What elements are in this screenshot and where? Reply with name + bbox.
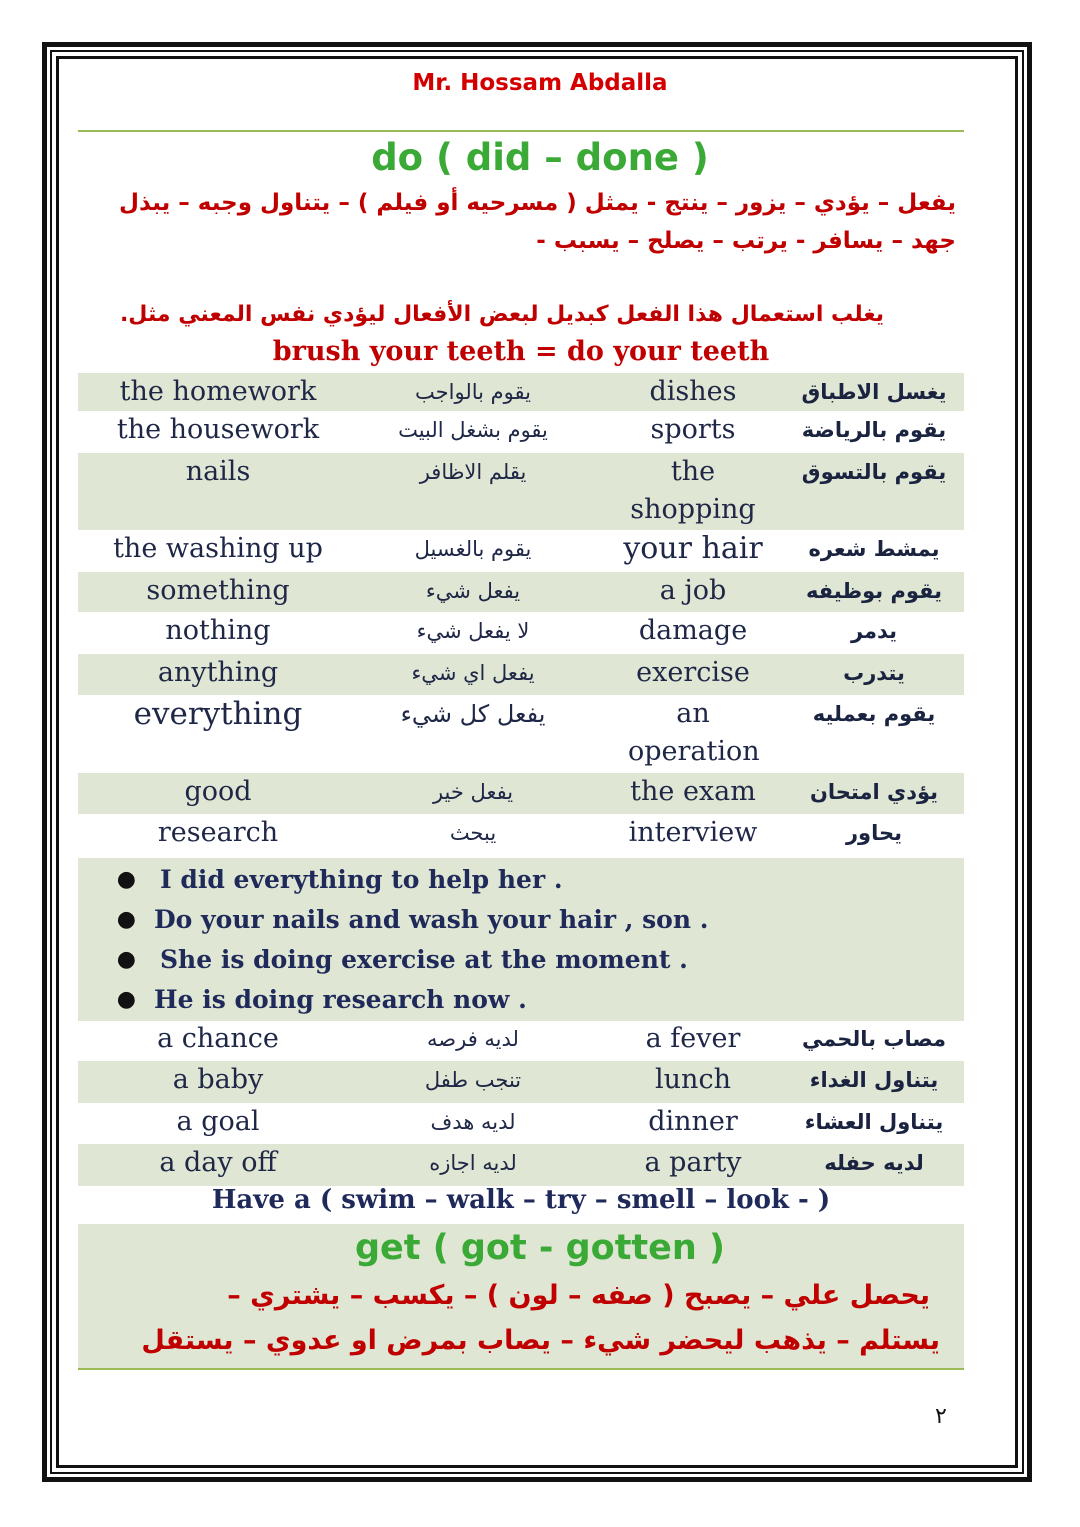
table-row — [78, 654, 964, 695]
cell-ar: لديه هدف — [430, 1110, 516, 1134]
cell-en: research — [157, 817, 279, 848]
cell-ar: لديه اجازه — [429, 1151, 517, 1175]
cell-en: lunch — [655, 1064, 731, 1095]
cell-ar: يمشط شعره — [808, 537, 940, 561]
cell-en: something — [146, 575, 290, 606]
cell-en: good — [184, 776, 252, 807]
table-row — [78, 612, 964, 654]
cell-en: damage — [638, 615, 748, 646]
equivalence-line: brush your teeth = do your teeth — [272, 336, 770, 367]
get-title: get ( got - gotten ) — [354, 1228, 725, 1268]
example-item — [78, 899, 964, 939]
bullet-icon: ● — [116, 906, 136, 932]
get-meanings-line1: يحصل علي – يصبح ( صفه – لون ) – يكسب – يشتري – — [227, 1280, 930, 1311]
cell-en: a fever — [645, 1023, 741, 1054]
do-collocations-table — [78, 373, 964, 854]
table-row — [78, 453, 964, 530]
cell-ar: يفعل اي شيء — [411, 661, 535, 685]
cell-en: an operation — [628, 698, 760, 767]
cell-en: dinner — [648, 1106, 738, 1137]
cell-ar: يغسل الاطباق — [801, 380, 947, 404]
bullet-icon: ● — [116, 866, 136, 892]
bullet-icon: ● — [116, 946, 136, 972]
table-row — [78, 814, 964, 854]
cell-ar: لديه حفله — [824, 1151, 924, 1175]
cell-ar: يقوم بالرياضة — [801, 418, 947, 442]
header-divider — [78, 130, 964, 132]
example-text: She is doing exercise at the moment . — [160, 944, 688, 974]
cell-en: dishes — [649, 376, 737, 407]
example-item — [78, 939, 964, 979]
table-row — [78, 572, 964, 612]
cell-ar: يتدرب — [843, 661, 905, 685]
cell-en: the homework — [119, 376, 317, 407]
cell-en: exercise — [636, 657, 750, 688]
cell-ar: يتناول الغداء — [809, 1068, 939, 1092]
cell-en: interview — [628, 817, 758, 848]
table-row — [78, 1144, 964, 1186]
table-row — [78, 695, 964, 773]
cell-en: a goal — [176, 1106, 260, 1137]
do-title: do ( did – done ) — [371, 136, 709, 179]
table-row — [78, 773, 964, 814]
footer-divider — [78, 1368, 964, 1370]
cell-en: a day off — [159, 1147, 277, 1178]
cell-ar: يفعل شيء — [425, 579, 521, 603]
table-row — [78, 373, 964, 411]
cell-ar: يقوم بالغسيل — [414, 537, 532, 561]
cell-en: your hair — [623, 531, 763, 566]
cell-ar: يفعل كل شيء — [400, 700, 546, 728]
cell-ar: يفعل خير — [432, 780, 514, 804]
cell-en: a party — [644, 1147, 742, 1178]
have-collocations-table — [78, 1020, 964, 1186]
cell-en: sports — [650, 414, 736, 445]
cell-ar: يؤدي امتحان — [809, 780, 939, 804]
cell-en: a job — [659, 575, 727, 606]
cell-ar: يبحث — [449, 821, 497, 845]
cell-ar: يقوم بوظيفه — [805, 579, 943, 603]
cell-ar: تنجب طفل — [424, 1068, 522, 1092]
cell-ar: لديه فرصه — [427, 1027, 519, 1051]
examples-box — [78, 858, 964, 1021]
cell-en: a chance — [157, 1023, 279, 1054]
cell-ar: يحاور — [845, 821, 903, 845]
have-a-line: Have a ( swim – walk – try – smell – look - ) — [211, 1185, 831, 1215]
cell-ar: يقوم بالتسوق — [801, 460, 947, 484]
table-row — [78, 1061, 964, 1103]
cell-en: anything — [157, 657, 279, 688]
table-row — [78, 1103, 964, 1144]
author-header: Mr. Hossam Abdalla — [412, 70, 668, 96]
cell-en: nothing — [165, 615, 271, 646]
cell-en: a baby — [172, 1064, 264, 1095]
example-item — [78, 979, 964, 1019]
get-meanings-line2: يستلم – يذهب ليحضر شيء – يصاب بمرض او عدوي – يستقل — [141, 1325, 940, 1356]
cell-ar: يقوم بعمليه — [812, 702, 936, 726]
cell-en: nails — [185, 456, 251, 487]
do-meanings-line1: يفعل – يؤدي – يزور – ينتج - يمثل ( مسرحيه أو فيلم ) – يتناول وجبه – يبذل — [119, 190, 956, 216]
cell-en: the shopping — [630, 456, 756, 525]
cell-ar: يقوم بشغل البيت — [398, 418, 548, 442]
page-number: ٢ — [935, 1404, 947, 1429]
example-text: He is doing research now . — [154, 984, 527, 1014]
example-text: I did everything to help her . — [160, 864, 563, 894]
cell-en: the washing up — [113, 533, 323, 564]
cell-en: the exam — [630, 776, 756, 807]
do-meanings-line2: جهد – يسافر - يرتب – يصلح – يسبب - — [536, 228, 956, 254]
cell-ar: يدمر — [850, 619, 898, 643]
example-item — [78, 859, 964, 899]
table-row — [78, 1020, 964, 1061]
cell-ar: مصاب بالحمي — [801, 1027, 947, 1051]
table-row — [78, 530, 964, 572]
example-text: Do your nails and wash your hair , son . — [154, 904, 709, 934]
bullet-icon: ● — [116, 986, 136, 1012]
usage-note: يغلب استعمال هذا الفعل كبديل لبعض الأفعال ليؤدي نفس المعني مثل. — [119, 302, 884, 327]
cell-ar: لا يفعل شيء — [416, 619, 530, 643]
cell-ar: يقلم الاظافر — [419, 460, 527, 484]
cell-ar: يقوم بالواجب — [415, 380, 531, 404]
table-row — [78, 411, 964, 453]
cell-ar: يتناول العشاء — [804, 1110, 944, 1134]
cell-en: the housework — [116, 414, 320, 445]
cell-en: everything — [133, 696, 303, 732]
